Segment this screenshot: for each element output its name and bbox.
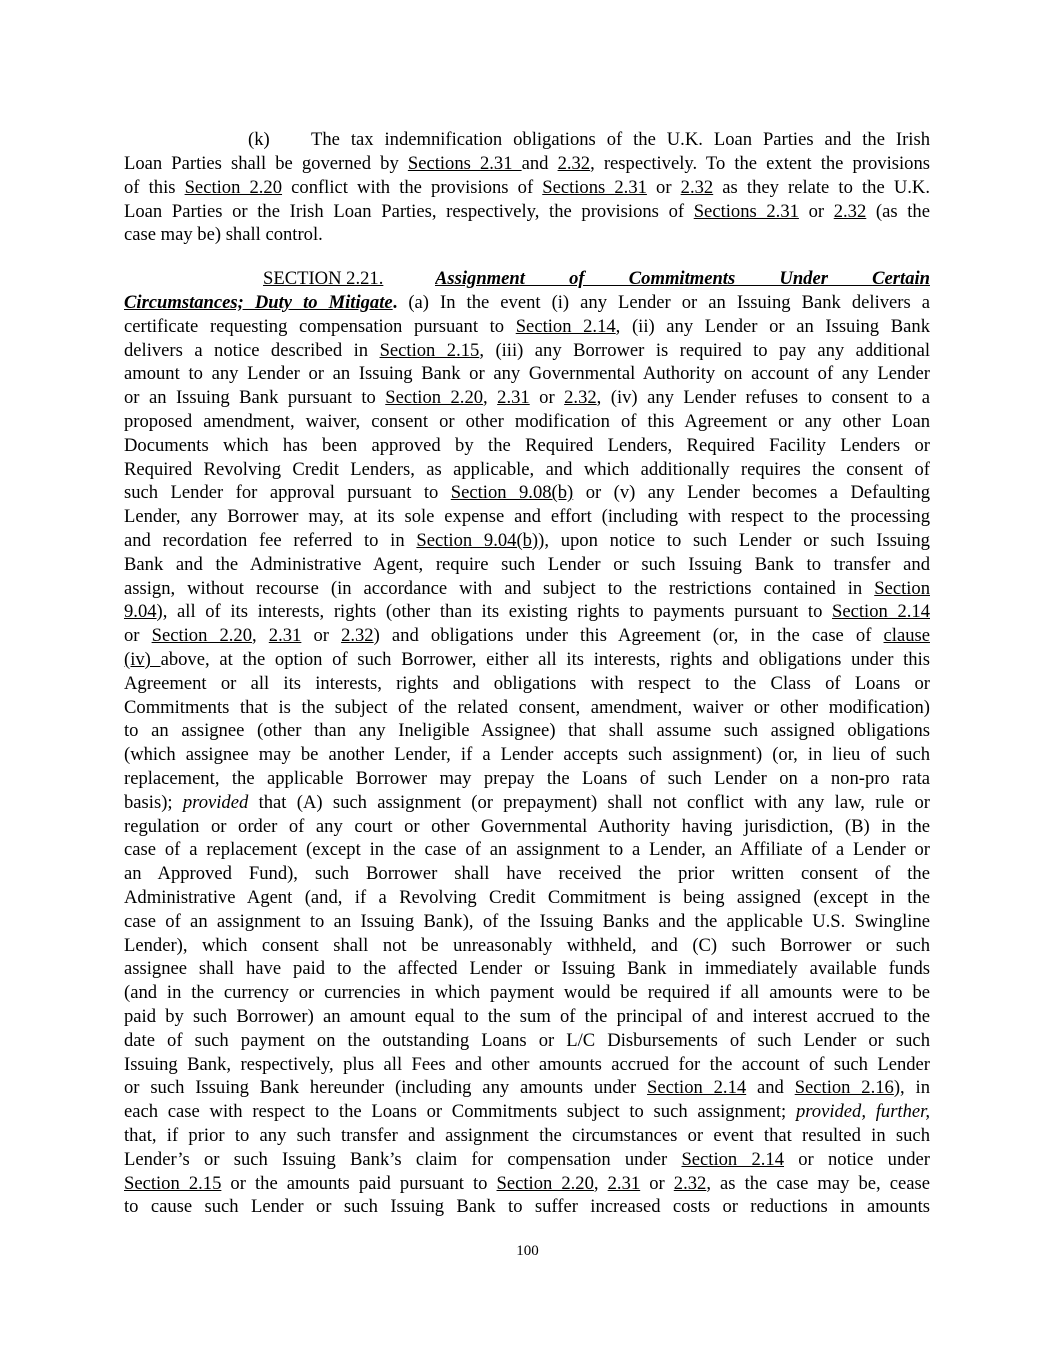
text-run: assignee shall have paid to the affected Lender or Issuing Bank in immediately available funds xyxy=(124,958,930,980)
cross-reference: 9.04 xyxy=(124,601,157,623)
text-run: (and in the currency or currencies in which payment would be required if all amounts were to be xyxy=(124,982,930,1004)
text-line xyxy=(124,529,930,553)
text-run: , xyxy=(593,1172,608,1194)
text-run: Issuing Bank, respectively, plus all Fees and other amounts accrued for the account of such Lender xyxy=(124,1053,930,1075)
text-run: (a) In the event (i) any Lender or an Issuing Bank delivers a xyxy=(397,292,930,313)
text-line xyxy=(124,577,930,601)
cross-reference: Section 2.14 xyxy=(515,315,616,337)
text-line xyxy=(124,1172,930,1196)
text-run: Commitments that is the subject of the related consent, amendment, waiver or other modification) xyxy=(124,696,930,718)
text-run: basis); xyxy=(124,791,183,813)
text-run: ) and obligations under this Agreement (or, in the case of xyxy=(373,625,884,647)
section-title: Assignment of Commitments Under Certain xyxy=(435,268,930,289)
text-run: assign, without recourse (in accordance with and subject to the restrictions contained in xyxy=(124,577,875,599)
text-run: to an assignee (other than any Ineligible Assignee) that shall assume such assigned obligations xyxy=(124,720,930,742)
cross-reference: 2.31 xyxy=(607,1172,641,1194)
text-run: or (v) any Lender becomes a Defaulting xyxy=(573,482,930,504)
text-run: Lender, any Borrower may, at its sole expense and effort (including with respect to the processing xyxy=(124,506,930,528)
text-line xyxy=(124,386,930,410)
paragraph-first-line: The tax indemnification obligations of the U.K. Loan Parties and the Irish xyxy=(311,129,930,150)
text-run: or such Issuing Bank hereunder (including any amounts under xyxy=(124,1077,648,1099)
cross-reference: Sections 2.31 xyxy=(542,176,647,198)
text-run: and xyxy=(521,153,558,174)
cross-reference: Section 9.04(b) xyxy=(416,530,539,551)
text-run: Loan Parties or the Irish Loan Parties, respectively, the provisions of xyxy=(124,200,694,222)
text-run: paid by such Borrower) an amount equal to the sum of the principal of and interest accrued to the xyxy=(124,1006,930,1027)
text-line xyxy=(124,791,930,815)
text-line xyxy=(124,362,930,386)
text-run: Loan Parties shall be governed by xyxy=(124,153,408,174)
text-run: or xyxy=(529,387,565,409)
cross-reference: 2.32 xyxy=(557,153,591,174)
text-run: Lender’s or such Issuing Bank’s claim for compensation under xyxy=(124,1148,682,1170)
text-run: as they relate to the U.K. xyxy=(713,176,930,198)
text-run: , respectively. To the extent the provisions xyxy=(590,153,930,174)
text-line xyxy=(124,1195,930,1219)
text-line xyxy=(124,291,930,315)
text-run: (which assignee may be another Lender, if a Lender accepts such assignment) (or, in lieu of such xyxy=(124,744,930,766)
cross-reference: 2.32 xyxy=(673,1172,707,1194)
text-line xyxy=(124,410,930,434)
text-run: or an Issuing Bank pursuant to xyxy=(124,387,386,409)
text-run: or notice under xyxy=(784,1148,930,1170)
text-line xyxy=(124,1124,930,1148)
text-run: or xyxy=(640,1172,674,1194)
cross-reference: clause xyxy=(883,625,930,647)
emphasis-text: . xyxy=(392,292,398,313)
text-line xyxy=(124,481,930,505)
text-run: conflict with the provisions of xyxy=(282,176,543,198)
text-line xyxy=(124,910,930,934)
text-run: an Approved Fund), such Borrower shall have received the prior written consent of the xyxy=(124,863,930,885)
text-line xyxy=(124,957,930,981)
text-run: , xyxy=(252,625,269,647)
cross-reference: Section 2.20 xyxy=(496,1172,594,1194)
text-line xyxy=(124,434,930,458)
cross-reference: Section 2.15 xyxy=(379,339,480,361)
text-run: or xyxy=(124,625,152,647)
text-line xyxy=(124,458,930,482)
cross-reference: 2.32 xyxy=(680,176,714,198)
text-run: and recordation fee referred to in xyxy=(124,530,417,551)
text-run: of this xyxy=(124,176,185,198)
text-run: ), in xyxy=(893,1077,930,1099)
emphasis-text: provided xyxy=(182,791,249,813)
text-line xyxy=(124,1100,930,1124)
text-run: or the amounts paid pursuant to xyxy=(221,1172,497,1194)
text-line xyxy=(124,223,930,247)
text-run: certificate requesting compensation pursuant to xyxy=(124,315,516,337)
text-run: and xyxy=(746,1077,795,1099)
text-run: , (iv) any Lender refuses to consent to a xyxy=(596,387,930,409)
text-line xyxy=(124,176,930,200)
clause-label: (k) xyxy=(248,129,270,150)
cross-reference: Section 2.14 xyxy=(681,1148,785,1170)
text-run: replacement, the applicable Borrower may prepay the Loans of such Lender on a non-pro rata xyxy=(124,768,930,789)
text-run: or xyxy=(798,200,834,222)
text-line xyxy=(124,862,930,886)
text-line xyxy=(124,600,930,624)
cross-reference: 2.32 xyxy=(564,387,597,409)
text-line xyxy=(124,553,930,577)
text-run: , (ii) any Lender or an Issuing Bank xyxy=(615,315,930,337)
text-line xyxy=(124,934,930,958)
text-line xyxy=(124,1029,930,1053)
emphasis-text: Circumstances; Duty to Mitigate xyxy=(124,292,393,313)
cross-reference: 2.31 xyxy=(268,625,302,647)
text-line xyxy=(124,719,930,743)
text-run: case of a replacement (except in the case of an assignment to a Lender, an Affiliate of a Lender or xyxy=(124,839,930,861)
text-run: Agreement or all its interests, rights and obligations with respect to the Class of Loans or xyxy=(124,672,930,694)
cross-reference: Sections 2.31 xyxy=(407,153,522,174)
cross-reference: Section 2.15 xyxy=(124,1172,222,1194)
cross-reference: Section 2.16 xyxy=(794,1077,894,1099)
text-line xyxy=(124,767,930,791)
text-line xyxy=(124,1053,930,1077)
text-run: Bank and the Administrative Agent, require such Lender or such Issuing Bank to transfer and xyxy=(124,553,930,575)
text-run: that (A) such assignment (or prepayment) shall not conflict with any law, rule or xyxy=(248,791,930,813)
text-line xyxy=(124,505,930,529)
cross-reference: 2.31 xyxy=(497,387,530,409)
text-run: above, at the option of such Borrower, either all its interests, rights and obligations under this xyxy=(160,649,930,670)
text-run: ), upon notice to such Lender or such Issuing xyxy=(538,530,930,551)
text-line xyxy=(124,696,930,720)
section-number: SECTION 2.21. xyxy=(263,268,384,289)
text-run: , as the case may be, cease xyxy=(706,1172,930,1194)
cross-reference: Section 2.20 xyxy=(184,176,283,198)
cross-reference: Section 2.20 xyxy=(151,625,253,647)
text-line xyxy=(124,339,930,363)
cross-reference: Section 9.08(b) xyxy=(450,482,574,504)
text-line xyxy=(124,200,930,224)
text-run: such Lender for approval pursuant to xyxy=(124,482,451,504)
text-run: proposed amendment, waiver, consent or other modification of this Agreement or any other Loan xyxy=(124,411,930,432)
text-line xyxy=(124,1148,930,1172)
cross-reference: 2.32 xyxy=(833,200,867,222)
cross-reference: Section 2.14 xyxy=(832,601,930,623)
text-run: or xyxy=(301,625,342,647)
text-run: or xyxy=(646,176,681,198)
text-run: to cause such Lender or such Issuing Bank to suffer increased costs or reductions in amounts xyxy=(124,1196,930,1218)
text-line xyxy=(124,1005,930,1029)
cross-reference: Sections 2.31 xyxy=(693,200,799,222)
text-line xyxy=(124,981,930,1005)
text-run: case of an assignment to an Issuing Bank), of the Issuing Banks and the applicable U.S. Swingline xyxy=(124,910,930,932)
text-line xyxy=(124,886,930,910)
cross-reference: (iv) xyxy=(124,649,161,670)
text-run: ), all of its interests, rights (other than its existing rights to payments pursuant to xyxy=(156,601,833,623)
text-line xyxy=(124,624,930,648)
text-run: regulation or order of any court or other Governmental Authority having jurisdiction, (B) in the xyxy=(124,815,930,837)
text-run: each case with respect to the Loans or Commitments subject to such assignment; xyxy=(124,1101,796,1123)
text-line xyxy=(124,672,930,696)
text-run: that, if prior to any such transfer and assignment the circumstances or event that resulted in such xyxy=(124,1125,930,1146)
text-line xyxy=(124,838,930,862)
cross-reference: Section 2.14 xyxy=(647,1077,747,1099)
text-run: , (iii) any Borrower is required to pay any additional xyxy=(479,339,930,361)
text-line xyxy=(124,315,930,339)
text-run: Required Revolving Credit Lenders, as applicable, and which additionally requires the consent of xyxy=(124,458,930,480)
cross-reference: Section xyxy=(874,577,930,599)
text-run: case may be) shall control. xyxy=(124,224,323,246)
text-line xyxy=(124,152,930,176)
cross-reference: 2.32 xyxy=(341,625,374,647)
text-run: Documents which has been approved by the Required Lenders, Required Facility Lenders or xyxy=(124,434,930,456)
text-line xyxy=(124,648,930,672)
page-number: 100 xyxy=(516,1243,539,1259)
text-run: (as the xyxy=(866,200,930,222)
text-line xyxy=(124,743,930,767)
text-run: amount to any Lender or an Issuing Bank or any Governmental Authority on account of any Lender xyxy=(124,363,930,385)
text-run: , xyxy=(483,387,498,409)
text-run: delivers a notice described in xyxy=(124,339,380,361)
emphasis-text: provided, further, xyxy=(795,1101,930,1123)
text-run: date of such payment on the outstanding Loans or L/C Disbursements of such Lender or such xyxy=(124,1029,930,1051)
text-line xyxy=(124,1076,930,1100)
text-run: Administrative Agent (and, if a Revolving Credit Commitment is being assigned (except in the xyxy=(124,887,930,908)
text-run: Lender), which consent shall not be unreasonably withheld, and (C) such Borrower or such xyxy=(124,934,930,956)
text-line xyxy=(124,815,930,839)
cross-reference: Section 2.20 xyxy=(385,387,484,409)
